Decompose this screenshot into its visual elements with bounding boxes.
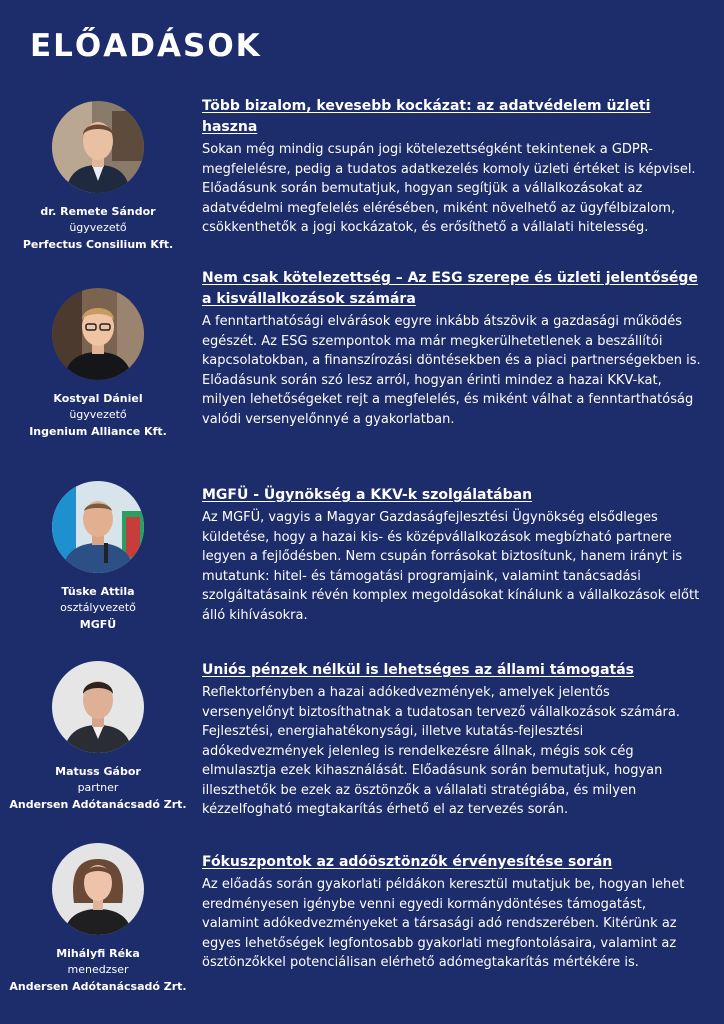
speaker-name: dr. Remete Sándor xyxy=(40,205,156,218)
page-title: ELŐADÁSOK xyxy=(30,28,262,64)
speaker-card xyxy=(0,661,196,813)
speaker-photo xyxy=(52,101,144,193)
speaker-organization: MGFÜ xyxy=(79,618,117,631)
speaker-name: Mihályfi Réka xyxy=(56,947,140,960)
speaker-card xyxy=(0,101,196,253)
speaker-card xyxy=(0,843,196,995)
talk-description: A fenntarthatósági elvárások egyre inkább átszövik a gazdasági működés egészét. Az ESG szempontok ma már megkerülhetetlenek a beszállítói kapcsolatokban, a finanszírozási döntésekben és a piaci partnerségekben is. Előadásunk során szó lesz arról, hogyan érinti mindez a hazai KKV-kat, milyen lehetőségeket rejt a megfelelés, és miként válhat a fenntarthatóság valódi versenyelőnnyé a gyakorlatban. xyxy=(202,314,701,427)
speaker-organization: Andersen Adótanácsadó Zrt. xyxy=(9,798,187,811)
talk-content xyxy=(202,660,702,820)
speaker-organization: Andersen Adótanácsadó Zrt. xyxy=(9,980,187,993)
speaker-name: Matuss Gábor xyxy=(55,765,141,778)
speaker-role: ügyvezető xyxy=(69,221,127,234)
talk-description: Az előadás során gyakorlati példákon keresztül mutatjuk be, hogyan lehet eredményesen igénybe venni egyedi kormánydöntéses támogatást, valamint adókedvezményeket a társasági adó rendszerében. Kitérünk az egyes lehetőségek legfontosabb gyakorlati megfontolásaira, valamint az ösztönzőkkel potenciálisan elérhető adómegtakarítás mértékére is. xyxy=(202,877,685,970)
speaker-name: Kostyal Dániel xyxy=(53,392,143,405)
speaker-photo xyxy=(52,481,144,573)
speaker-organization: Perfectus Consilium Kft. xyxy=(22,238,174,251)
talk-content xyxy=(202,268,702,429)
speaker-organization: Ingenium Alliance Kft. xyxy=(29,425,167,438)
talk-description: Reflektorfényben a hazai adókedvezmények, amelyek jelentős versenyelőnyt biztosíthatnak a tudatosan tervező vállalkozások számára. Fejlesztési, energiahatékonysági, illetve kutatás-fejlesztési adókedvezmények jelenleg is rendelkezésre állnak, mégis sok cég elmulasztja ezek kihasználását. Előadásunk során bemutatjuk, hogyan illeszthetők be ezek az ösztönzők a vállalati stratégiába, és milyen kézzelfogható megtakarítás érhető el az tervezés során. xyxy=(202,685,681,817)
speaker-role: menedzser xyxy=(67,963,129,976)
talk-content xyxy=(202,852,702,973)
speaker-role: partner xyxy=(77,781,119,794)
speaker-card xyxy=(0,288,196,440)
speaker-photo xyxy=(52,661,144,753)
talk-content xyxy=(202,96,702,238)
speaker-name: Tüske Attila xyxy=(61,585,135,598)
talk-title: Több bizalom, kevesebb kockázat: az adatvédelem üzleti haszna xyxy=(202,98,651,135)
speaker-card xyxy=(0,481,196,633)
speaker-role: ügyvezető xyxy=(69,408,127,421)
talk-title: Nem csak kötelezettség – Az ESG szerepe és üzleti jelentősége a kisvállalkozások számára xyxy=(202,270,698,307)
talk-description: Sokan még mindig csupán jogi kötelezettségként tekintenek a GDPR-megfelelésre, pedig a tudatos adatkezelés komoly üzleti értéket is képvisel. Előadásunk során bemutatjuk, hogyan segítjük a vállalkozásokat az adatvédelmi megfelelés elérésében, miként növelhető az ügyfélbizalom, csökkenthetők a jogi kockázatok, és erősíthető a vállalati hitelesség. xyxy=(202,142,696,235)
speaker-photo xyxy=(52,288,144,380)
talk-title: Fókuszpontok az adóösztönzők érvényesítése során xyxy=(202,854,613,870)
talk-title: Uniós pénzek nélkül is lehetséges az állami támogatás xyxy=(202,662,634,678)
talk-title: MGFÜ - Ügynökség a KKV-k szolgálatában xyxy=(202,487,533,503)
speaker-photo xyxy=(52,843,144,935)
talk-description: Az MGFÜ, vagyis a Magyar Gazdaságfejlesztési Ügynökség elsődleges küldetése, hogy a hazai kis- és középvállalkozások megbízható partnere legyen a fejlődésben. Nem csupán forrásokat biztosítunk, hanem irányt is mutatunk: hitel- és támogatási programjaink, valamint tanácsadási szolgáltatásaink révén komplex megoldásokat kínálunk a vállalkozások előtt álló kihívásokra. xyxy=(202,510,700,623)
speaker-role: osztályvezető xyxy=(60,601,136,614)
talk-content xyxy=(202,485,702,625)
